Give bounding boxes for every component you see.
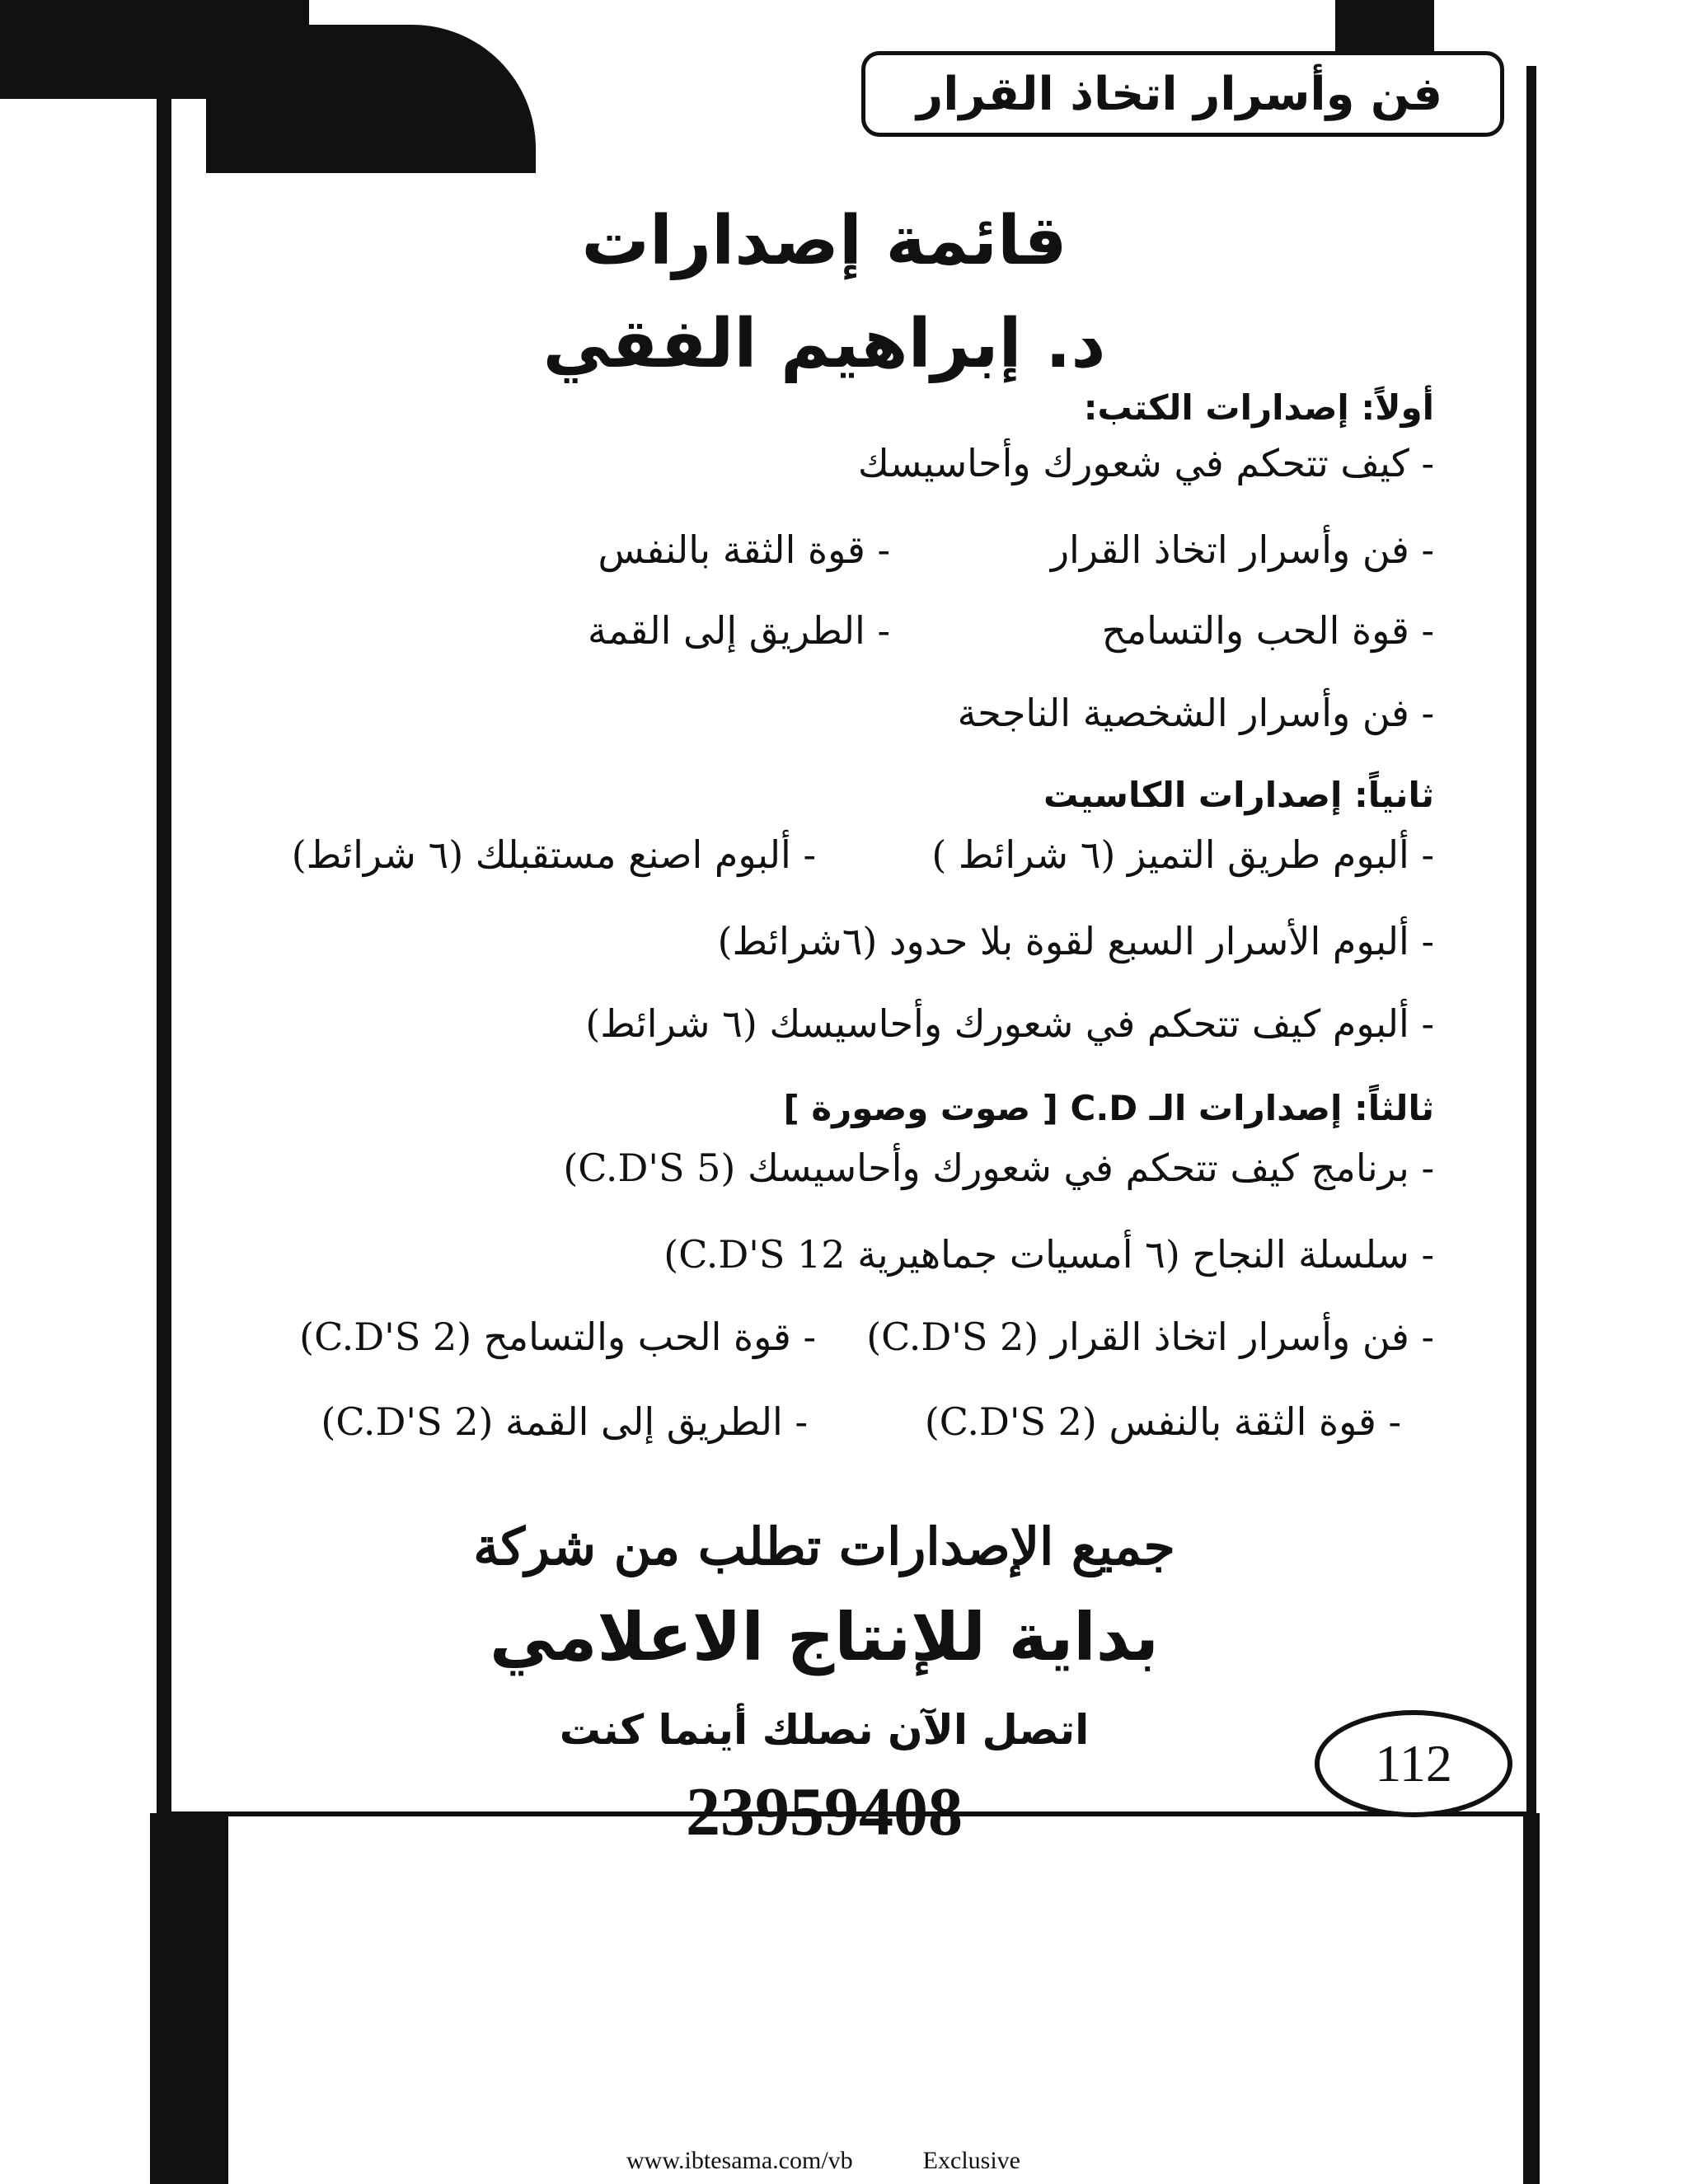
- cd-item: - قوة الثقة بالنفس (2 C.D'S): [924, 1399, 1401, 1444]
- watermark: [626, 2147, 1088, 2175]
- cassette-item: - ألبوم كيف تتحكم في شعورك وأحاسيسك (٦ شرائط): [585, 1001, 1434, 1046]
- cd-item: - فن وأسرار اتخاذ القرار (2 C.D'S): [866, 1315, 1434, 1359]
- cd-item: - برنامج كيف تتحكم في شعورك وأحاسيسك (5 C.D'S): [563, 1146, 1434, 1190]
- cassette-item: - ألبوم الأسرار السبع لقوة بلا حدود (٦شرائط): [717, 919, 1434, 963]
- book-item: - الطريق إلى القمة: [588, 608, 890, 653]
- page-frame-left: [157, 91, 171, 1813]
- author-name: د. إبراهيم الفقي: [542, 305, 1106, 383]
- book-item: - قوة الحب والتسامح: [1101, 608, 1434, 653]
- order-note: جميع الإصدارات تطلب من شركة: [473, 1516, 1175, 1577]
- book-item: - كيف تتحكم في شعورك وأحاسيسك: [857, 441, 1434, 485]
- scan-edge-top-curve: [206, 25, 536, 173]
- page-number-text: 112: [1375, 1734, 1452, 1793]
- scan-edge-bottom-right: [1523, 1813, 1540, 2184]
- cd-item: - سلسلة النجاح (٦ أمسيات جماهيرية 12 C.D'S): [663, 1232, 1434, 1277]
- running-header-title: فن وأسرار اتخاذ القرار: [916, 67, 1442, 121]
- book-item: - فن وأسرار الشخصية الناجحة: [957, 691, 1434, 735]
- cds-heading: ثالثاً: إصدارات الـ C.D [ صوت وصورة ]: [783, 1088, 1434, 1128]
- watermark-url: www.ibtesama.com/vb: [626, 2147, 853, 2174]
- cassettes-heading: ثانياً: إصدارات الكاسيت: [1043, 775, 1434, 815]
- phone-number: 23959408: [686, 1774, 963, 1850]
- page-title: قائمة إصدارات: [581, 202, 1067, 280]
- company-name: بداية للإنتاج الاعلامي: [490, 1599, 1159, 1675]
- cd-item: - قوة الحب والتسامح (2 C.D'S): [299, 1315, 816, 1359]
- cassette-item: - ألبوم طريق التميز (٦ شرائط ): [931, 832, 1434, 877]
- cd-item: - الطريق إلى القمة (2 C.D'S): [321, 1399, 808, 1444]
- page-number: [1315, 1710, 1512, 1817]
- running-header: [861, 51, 1504, 137]
- scan-edge-bottom-left: [150, 1813, 228, 2184]
- page-frame-right: [1526, 66, 1536, 1821]
- contact-slogan: اتصل الآن نصلك أينما كنت: [559, 1706, 1090, 1754]
- book-item: - قوة الثقة بالنفس: [598, 527, 890, 572]
- scan-edge-top-right: [1335, 0, 1434, 58]
- book-item: - فن وأسرار اتخاذ القرار: [1050, 527, 1434, 572]
- watermark-tag: Exclusive: [922, 2147, 1020, 2174]
- cassette-item: - ألبوم اصنع مستقبلك (٦ شرائط): [291, 832, 816, 877]
- books-heading: أولاً: إصدارات الكتب:: [1083, 387, 1434, 428]
